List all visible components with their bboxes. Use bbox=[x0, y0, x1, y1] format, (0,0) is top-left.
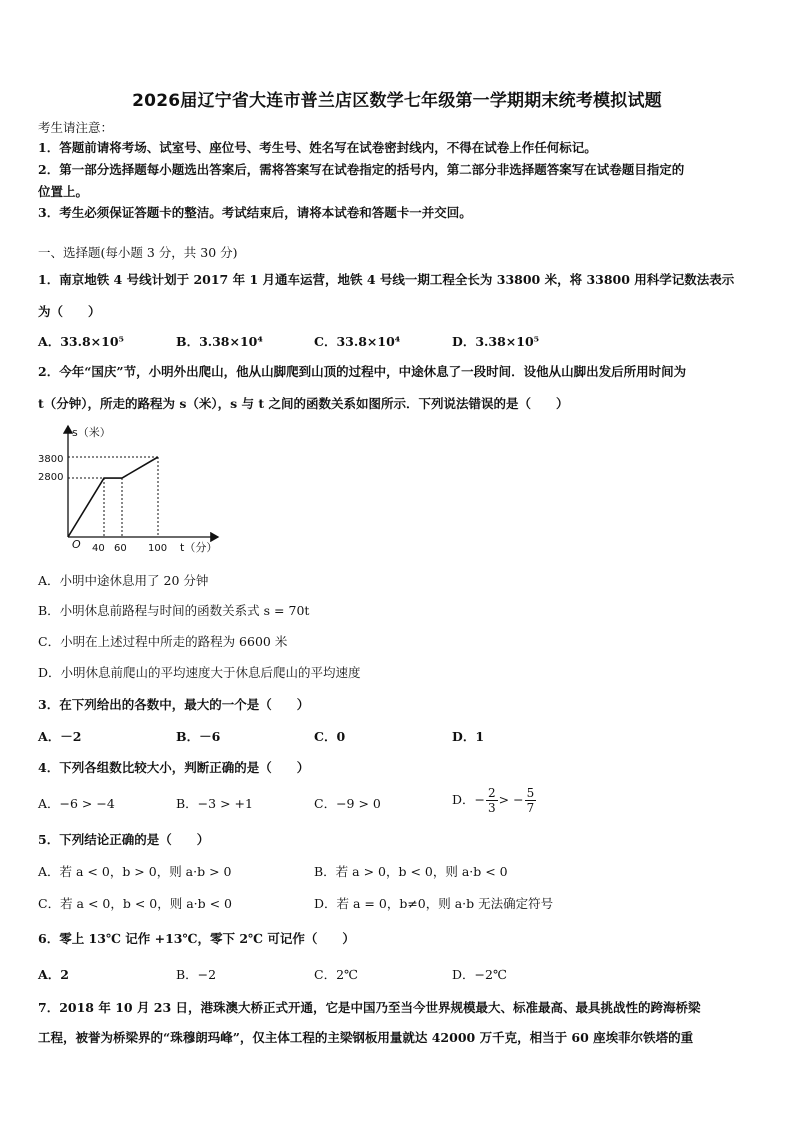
q2-option-a: A．小明中途休息用了 20 分钟 bbox=[38, 573, 209, 588]
q6-option-b: B．−2 bbox=[176, 967, 217, 982]
y-axis-label: s（米） bbox=[72, 426, 111, 439]
y-tick-2800: 2800 bbox=[38, 472, 64, 483]
x-tick-40: 40 bbox=[92, 543, 105, 554]
q6-option-d: D．−2℃ bbox=[452, 967, 507, 982]
q3-option-c: C．0 bbox=[314, 729, 346, 744]
graph-guide-lines bbox=[68, 457, 158, 537]
origin-label: O bbox=[72, 538, 81, 551]
q4-d-prefix: D．− bbox=[452, 792, 485, 807]
q7-stem-cont: 工程，被誉为桥梁界的“珠穆朗玛峰”，仅主体工程的主梁钢板用量就达 42000 万千克，相当于 60 座埃菲尔铁塔的重 bbox=[38, 1030, 694, 1045]
x-tick-100: 100 bbox=[148, 543, 168, 554]
y-tick-3800: 3800 bbox=[38, 454, 64, 465]
q4-option-a: A．−6 > −4 bbox=[38, 796, 115, 811]
q1-stem: 1．南京地铁 4 号线计划于 2017 年 1 月通车运营，地铁 4 号线一期工程全长为 33800 米，将 33800 用科学记数法表示 bbox=[38, 272, 735, 287]
q1-stem-cont: 为（ ） bbox=[38, 304, 101, 319]
distance-time-line bbox=[68, 457, 158, 537]
q3-option-a: A．－2 bbox=[38, 729, 82, 744]
x-tick-60: 60 bbox=[114, 543, 127, 554]
q7-stem: 7．2018 年 10 月 23 日，港珠澳大桥正式开通，它是中国乃至当今世界规模最大、标准最高、最具挑战性的跨海桥梁 bbox=[38, 1000, 701, 1015]
q3-option-d: D．1 bbox=[452, 729, 485, 744]
q4-d-mid: > − bbox=[498, 792, 524, 807]
notice-item-2: 2．第一部分选择题每小题选出答案后，需将答案写在试卷指定的括号内，第二部分非选择题答案写在试卷题目指定的 bbox=[38, 162, 685, 177]
q5-option-c: C．若 a < 0，b < 0，则 a·b < 0 bbox=[38, 896, 233, 911]
q5-option-a: A．若 a < 0，b > 0，则 a·b > 0 bbox=[38, 864, 232, 879]
notice-item-2-cont: 位置上。 bbox=[38, 184, 89, 199]
q2-option-d: D．小明休息前爬山的平均速度大于休息后爬山的平均速度 bbox=[38, 665, 361, 680]
q5-stem: 5．下列结论正确的是（ ） bbox=[38, 832, 210, 847]
fraction-denominator: 3 bbox=[488, 801, 496, 815]
notice-item-3: 3．考生必须保证答题卡的整洁。考试结束后，请将本试卷和答题卡一并交回。 bbox=[38, 205, 472, 220]
q2-stem-cont: t（分钟），所走的路程为 s（米），s 与 t 之间的函数关系如图所示．下列说法错误的是（ ） bbox=[38, 396, 569, 411]
q4-option-c: C．−9 > 0 bbox=[314, 796, 381, 811]
q4-option-b: B．−3 > +1 bbox=[176, 796, 253, 811]
distance-time-graph bbox=[30, 420, 230, 560]
q6-stem: 6．零上 13℃ 记作 +13℃，零下 2℃ 可记作（ ） bbox=[38, 931, 355, 946]
fraction-denominator: 7 bbox=[526, 801, 535, 815]
x-axis-label: t（分） bbox=[180, 541, 218, 554]
q2-option-c: C．小明在上述过程中所走的路程为 6600 米 bbox=[38, 634, 288, 649]
q4-stem: 4．下列各组数比较大小，判断正确的是（ ） bbox=[38, 760, 310, 775]
fraction-five-sevenths bbox=[525, 786, 537, 815]
q5-option-d: D．若 a = 0，b≠0，则 a·b 无法确定符号 bbox=[314, 896, 554, 911]
notice-heading: 考生请注意： bbox=[38, 120, 114, 135]
fraction-numerator: 5 bbox=[526, 786, 535, 800]
page-title: 2026届辽宁省大连市普兰店区数学七年级第一学期期末统考模拟试题 bbox=[132, 91, 662, 111]
notice-item-1: 1．答题前请将考场、试室号、座位号、考生号、姓名写在试卷密封线内，不得在试卷上作任何标记。 bbox=[38, 140, 597, 155]
q2-option-b: B．小明休息前路程与时间的函数关系式 s = 70t bbox=[38, 603, 310, 618]
fraction-numerator: 2 bbox=[488, 786, 496, 800]
section-heading: 一、选择题(每小题 3 分，共 30 分) bbox=[38, 245, 238, 260]
q6-option-c: C．2℃ bbox=[314, 967, 359, 982]
fraction-two-thirds bbox=[486, 786, 498, 815]
q3-option-b: B．－6 bbox=[176, 729, 221, 744]
q6-option-a: A．2 bbox=[38, 967, 69, 982]
q2-stem: 2．今年“国庆”节，小明外出爬山，他从山脚爬到山顶的过程中，中途休息了一段时间．设他从山脚出发后所用时间为 bbox=[38, 364, 687, 379]
q1-option-b: B．3.38×10⁴ bbox=[176, 334, 263, 349]
q1-option-a: A．33.8×10⁵ bbox=[38, 334, 124, 349]
q4-option-d bbox=[452, 786, 537, 815]
q3-stem: 3．在下列给出的各数中，最大的一个是（ ） bbox=[38, 697, 310, 712]
q5-option-b: B．若 a > 0，b < 0，则 a·b < 0 bbox=[314, 864, 508, 879]
q1-option-d: D．3.38×10⁵ bbox=[452, 334, 540, 349]
q1-option-c: C．33.8×10⁴ bbox=[314, 334, 401, 349]
